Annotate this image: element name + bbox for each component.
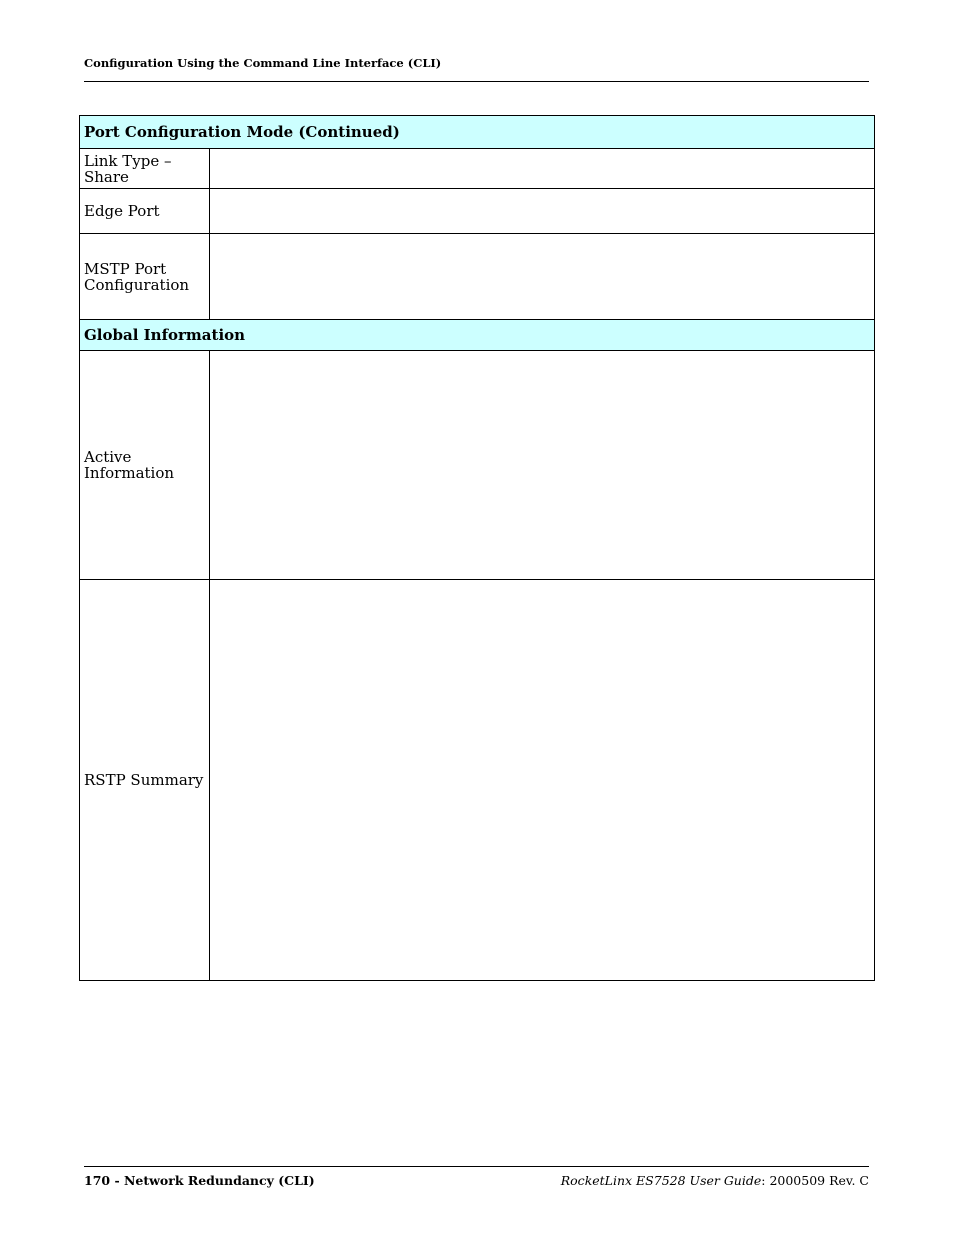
table-row — [80, 351, 875, 580]
footer-revision: : 2000509 Rev. C — [761, 1173, 869, 1188]
footer-product-title: RocketLinx ES7528 User Guide — [560, 1173, 762, 1188]
section-header-row — [80, 116, 875, 149]
footer-page-label: 170 - Network Redundancy (CLI) — [84, 1173, 315, 1188]
header-rule — [84, 81, 869, 82]
label-line: Link Type – — [84, 151, 172, 170]
configuration-table — [79, 115, 875, 981]
row-label-active-information — [80, 351, 210, 580]
footer-rule — [84, 1166, 869, 1167]
row-description — [210, 351, 875, 580]
label-line: Edge Port — [84, 202, 160, 220]
table-row — [80, 234, 875, 320]
table-row — [80, 189, 875, 234]
row-description — [210, 580, 875, 981]
label-line: Configuration — [84, 275, 190, 294]
table-row — [80, 580, 875, 981]
running-header: Configuration Using the Command Line Interface (CLI) — [84, 56, 442, 70]
table-row — [80, 149, 875, 189]
section-title-port-configuration: Port Configuration Mode (Continued) — [80, 116, 875, 149]
row-label-edge-port — [80, 189, 210, 234]
label-line: Active — [84, 448, 132, 466]
row-label-link-type-share — [80, 149, 210, 189]
label-line: Information — [84, 464, 175, 482]
label-line: MSTP Port — [84, 259, 167, 278]
section-title-global-information: Global Information — [80, 320, 875, 351]
row-label-mstp-port-configuration — [80, 234, 210, 320]
row-label-rstp-summary — [80, 580, 210, 981]
label-line: RSTP Summary — [84, 771, 204, 789]
footer-document-id — [561, 1173, 869, 1188]
row-description — [210, 234, 875, 320]
row-description — [210, 149, 875, 189]
row-description — [210, 189, 875, 234]
label-line: Share — [84, 167, 129, 186]
section-header-row — [80, 320, 875, 351]
